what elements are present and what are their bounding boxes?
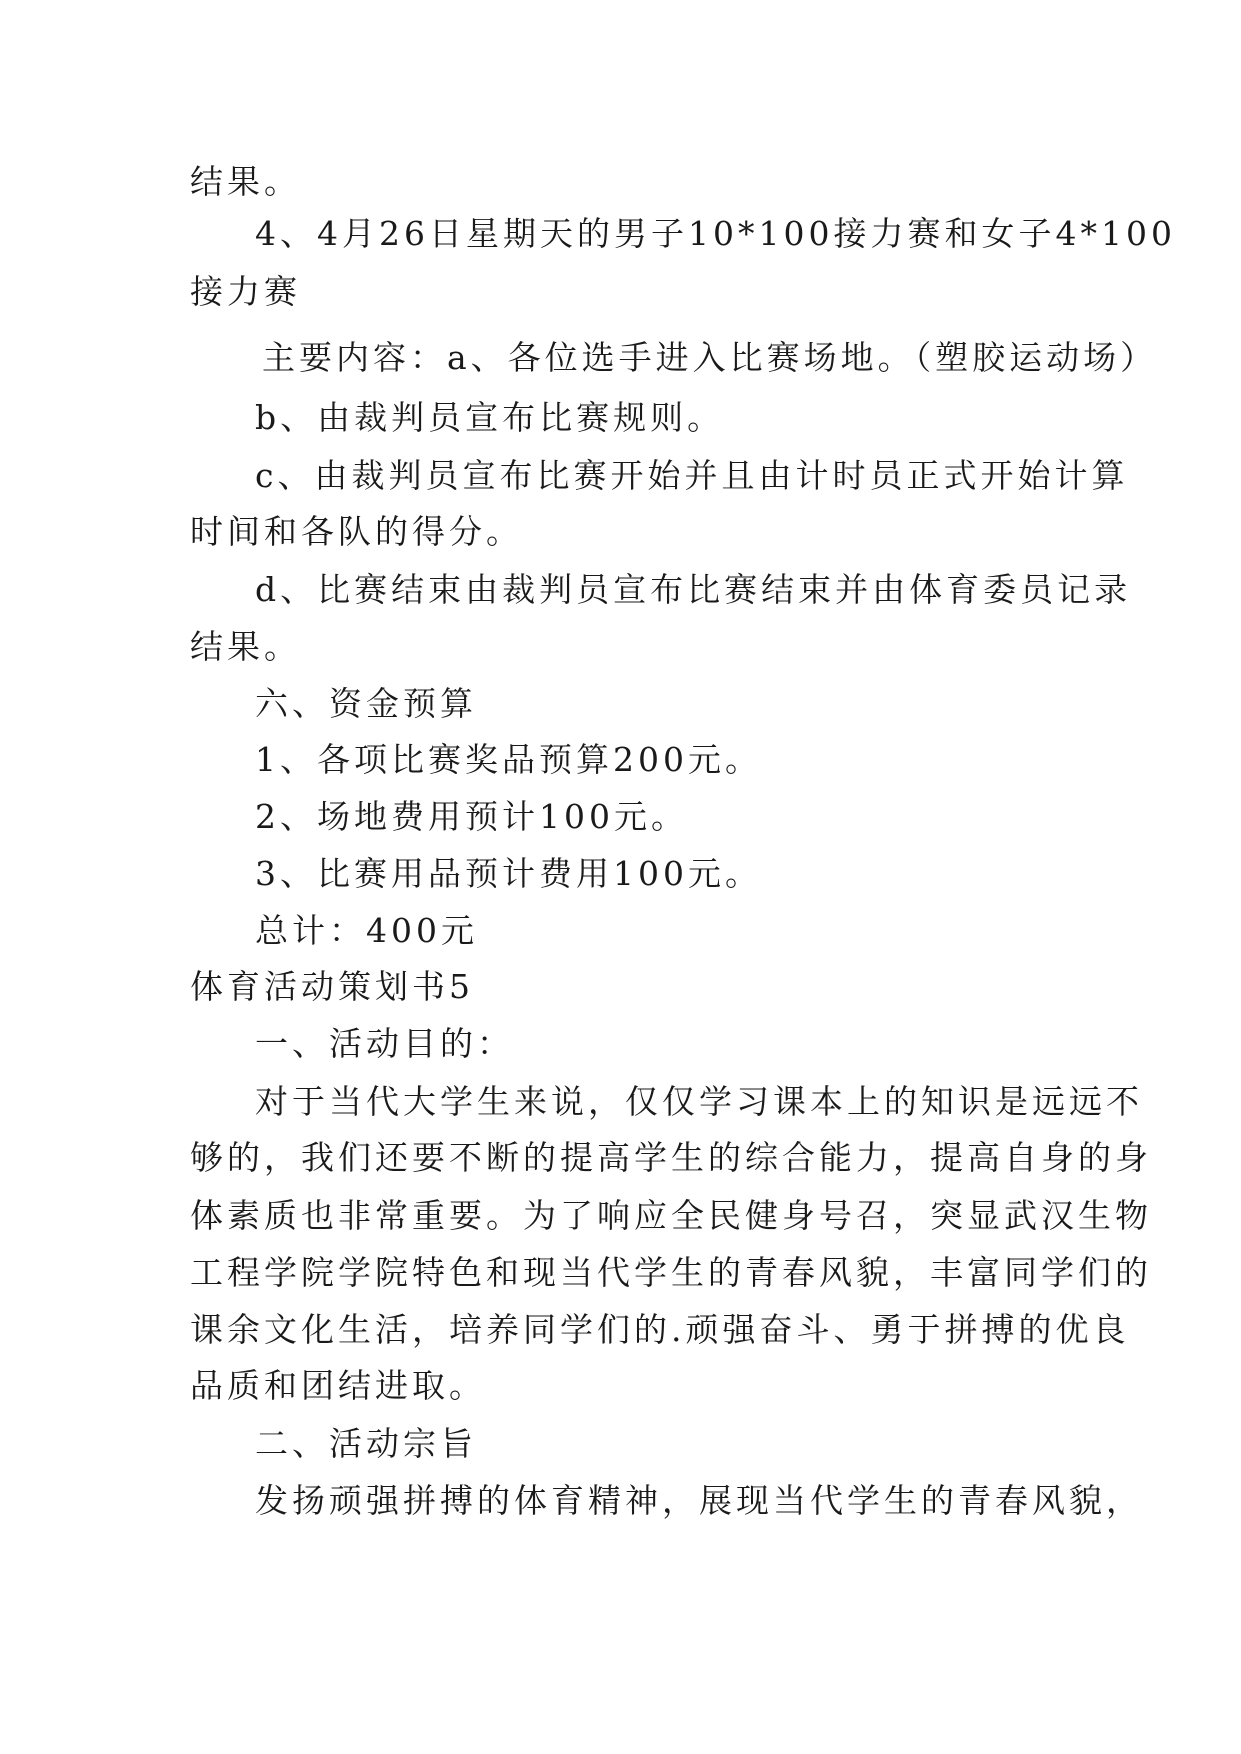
text-line: 总计：400元 xyxy=(255,911,478,950)
text-line: 结果。 xyxy=(190,162,301,201)
text-line: 2、场地费用预计100元。 xyxy=(255,797,688,836)
text-line: 结果。 xyxy=(190,627,301,666)
text-line: 4、4月26日星期天的男子10*100接力赛和女子4*100 xyxy=(255,214,1176,253)
text-line: 工程学院学院特色和现当代学生的青春风貌，丰富同学们的 xyxy=(190,1253,1152,1292)
text-line: 3、比赛用品预计费用100元。 xyxy=(255,854,762,893)
document-title: 体育活动策划书5 xyxy=(190,967,474,1006)
text-line: d、比赛结束由裁判员宣布比赛结束并由体育委员记录 xyxy=(255,570,1132,609)
text-line: 主要内容：a、各位选手进入比赛场地。（塑胶运动场） xyxy=(262,338,1158,377)
text-line: b、由裁判员宣布比赛规则。 xyxy=(255,398,725,437)
text-line: 够的，我们还要不断的提高学生的综合能力，提高自身的身 xyxy=(190,1138,1152,1177)
section-heading: 六、资金预算 xyxy=(255,684,477,723)
text-line: 课余文化生活，培养同学们的.顽强奋斗、勇于拼搏的优良 xyxy=(190,1310,1130,1349)
text-line: 发扬顽强拼搏的体育精神，展现当代学生的青春风貌， xyxy=(255,1481,1143,1520)
text-line: 时间和各队的得分。 xyxy=(190,512,523,551)
text-line: 对于当代大学生来说，仅仅学习课本上的知识是远远不 xyxy=(255,1082,1143,1121)
text-line: 1、各项比赛奖品预算200元。 xyxy=(255,740,762,779)
section-heading: 一、活动目的： xyxy=(255,1024,514,1063)
text-line: c、由裁判员宣布比赛开始并且由计时员正式开始计算 xyxy=(255,456,1129,495)
text-line: 接力赛 xyxy=(190,272,301,311)
section-heading: 二、活动宗旨 xyxy=(255,1424,477,1463)
text-line: 品质和团结进取。 xyxy=(190,1366,486,1405)
text-line: 体素质也非常重要。为了响应全民健身号召，突显武汉生物 xyxy=(190,1196,1152,1235)
